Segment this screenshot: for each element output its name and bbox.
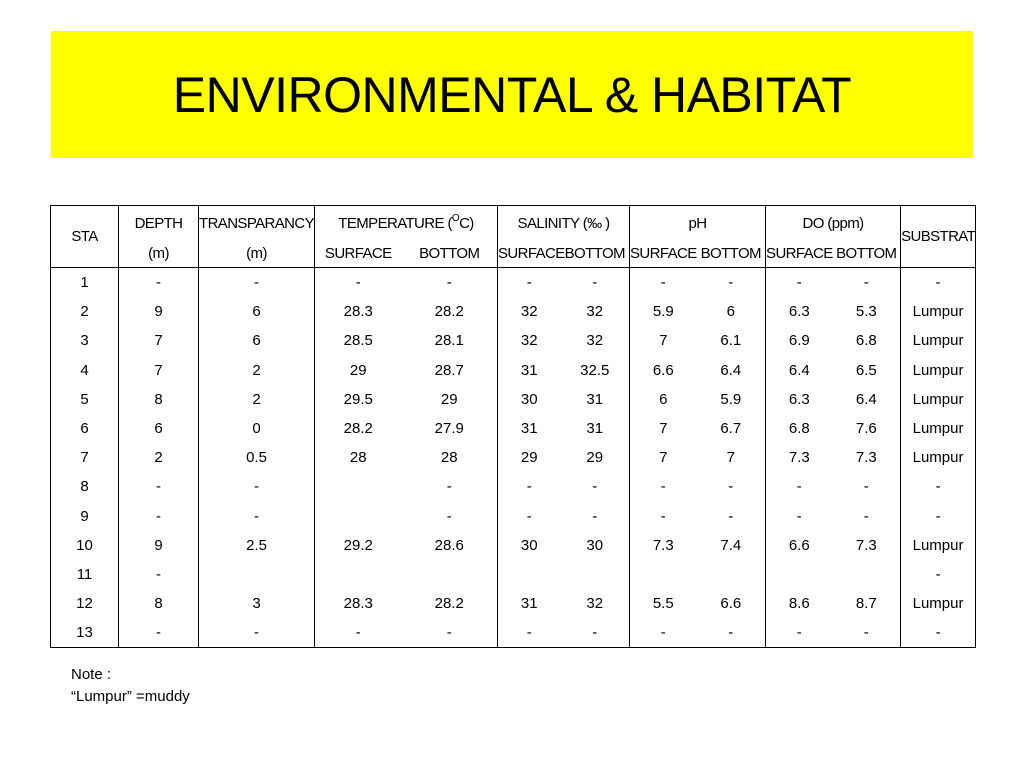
cell-sal-surface: 30	[520, 390, 538, 408]
cell-temp-surface: 28.3	[343, 303, 373, 321]
cell-do-surface: -	[796, 624, 802, 642]
cell-depth: 7	[119, 326, 199, 355]
cell-sal-surface: 31	[520, 420, 538, 438]
header-salinity: SALINITY (‰ )	[498, 206, 630, 241]
cell-ph-surface: -	[660, 478, 666, 496]
cell-substrat: -	[935, 565, 941, 583]
header-substrat: SUBSTRAT	[901, 228, 976, 245]
cell-depth: 8	[119, 385, 199, 414]
cell-depth: 9	[119, 297, 199, 326]
cell-temp-bottom: -	[402, 472, 498, 501]
cell-temp-surface: 29.5	[343, 390, 373, 408]
cell-do-bottom: 6.8	[833, 326, 901, 355]
cell-substrat: Lumpur	[912, 332, 964, 350]
cell-depth: 2	[119, 443, 199, 472]
header-temperature	[315, 206, 498, 241]
cell-sal-bottom: 32.5	[561, 356, 630, 385]
table-row	[51, 268, 976, 298]
cell-sta: 9	[51, 502, 119, 531]
cell-depth: -	[119, 472, 199, 501]
cell-sta: 7	[51, 443, 119, 472]
cell-ph-surface: -	[660, 274, 666, 292]
cell-sta: 3	[51, 326, 119, 355]
cell-ph-bottom: 6.7	[697, 414, 766, 443]
cell-temp-surface: 28.5	[343, 332, 373, 350]
environment-table	[50, 205, 976, 648]
cell-do-surface: -	[796, 274, 802, 292]
header-ph-surface: SURFACE	[630, 245, 697, 262]
cell-temp-surface: -	[355, 274, 361, 292]
cell-do-surface: 6.9	[788, 332, 810, 350]
cell-depth: 7	[119, 356, 199, 385]
table-row	[51, 589, 976, 618]
cell-temp-bottom	[402, 560, 498, 589]
cell-temp-bottom: 29	[402, 385, 498, 414]
cell-temp-surface: 29.2	[343, 536, 373, 554]
cell-sal-surface: 31	[520, 595, 538, 613]
cell-temp-bottom: 28	[402, 443, 498, 472]
cell-transparency: 3	[199, 589, 315, 618]
header-temperature-label: TEMPERATURE (	[338, 214, 452, 232]
cell-sal-bottom: 31	[561, 414, 630, 443]
cell-do-bottom: 6.4	[833, 385, 901, 414]
cell-ph-bottom: -	[697, 502, 766, 531]
slide-title: ENVIRONMENTAL & HABITAT	[172, 66, 852, 123]
table-row	[51, 385, 976, 414]
cell-transparency: 2.5	[199, 531, 315, 560]
cell-ph-bottom: 5.9	[697, 385, 766, 414]
cell-ph-surface: -	[660, 624, 666, 642]
cell-ph-surface: 5.5	[652, 595, 674, 613]
table-row	[51, 502, 976, 531]
cell-temp-surface: 28.3	[343, 595, 373, 613]
cell-sal-surface: 32	[520, 332, 538, 350]
cell-temp-surface: 28.2	[343, 420, 373, 438]
cell-transparency: 2	[199, 356, 315, 385]
header-temperature-unit: C)	[459, 214, 474, 232]
cell-sal-surface: -	[526, 478, 532, 496]
note-text: “Lumpur” =muddy	[71, 688, 190, 705]
cell-do-surface	[766, 560, 833, 589]
table-row	[51, 443, 976, 472]
cell-sal-surface: 30	[520, 536, 538, 554]
cell-ph-surface: 7	[659, 449, 668, 467]
cell-do-bottom: -	[833, 472, 901, 501]
cell-do-bottom: 7.6	[833, 414, 901, 443]
cell-do-surface: 6.6	[788, 536, 810, 554]
header-row-bottom	[51, 240, 976, 268]
cell-depth: -	[119, 618, 199, 648]
cell-substrat: Lumpur	[912, 536, 964, 554]
cell-ph-bottom: -	[697, 268, 766, 298]
cell-ph-bottom	[697, 560, 766, 589]
cell-temp-bottom: 28.2	[402, 297, 498, 326]
cell-substrat: -	[935, 478, 941, 496]
cell-ph-surface	[630, 560, 697, 589]
cell-ph-bottom: -	[697, 618, 766, 648]
cell-temp-bottom: -	[402, 618, 498, 648]
degree-symbol: O	[451, 212, 460, 224]
header-depth-unit: (m)	[119, 240, 199, 268]
cell-sta: 5	[51, 385, 119, 414]
header-temp-bottom: BOTTOM	[402, 240, 498, 268]
cell-sal-surface: -	[526, 624, 532, 642]
cell-do-surface: 7.3	[788, 449, 810, 467]
cell-ph-bottom: 6.6	[697, 589, 766, 618]
cell-ph-surface: 7	[659, 420, 668, 438]
cell-transparency: 6	[199, 297, 315, 326]
cell-do-surface: -	[796, 478, 802, 496]
cell-temp-surface: 28	[349, 449, 367, 467]
cell-temp-bottom: 28.2	[402, 589, 498, 618]
cell-sta: 2	[51, 297, 119, 326]
cell-substrat: Lumpur	[912, 595, 964, 613]
cell-substrat: -	[935, 507, 941, 525]
table-row	[51, 297, 976, 326]
cell-sal-surface: 32	[520, 303, 538, 321]
cell-sal-surface	[498, 560, 561, 589]
title-banner	[51, 31, 973, 158]
cell-substrat: Lumpur	[912, 390, 964, 408]
cell-temp-bottom: 28.6	[402, 531, 498, 560]
cell-sal-bottom: 31	[561, 385, 630, 414]
header-sta: STA	[51, 206, 119, 268]
cell-substrat: -	[935, 624, 941, 642]
cell-sal-bottom: -	[561, 268, 630, 298]
table-body	[51, 268, 976, 648]
cell-sal-bottom: 32	[561, 297, 630, 326]
cell-sta: 8	[51, 472, 119, 501]
cell-temp-bottom: 28.7	[402, 356, 498, 385]
header-transparency-unit: (m)	[199, 240, 315, 268]
cell-temp-bottom: -	[402, 268, 498, 298]
cell-ph-bottom: 6	[697, 297, 766, 326]
cell-substrat: Lumpur	[912, 361, 964, 379]
cell-transparency: 6	[199, 326, 315, 355]
cell-do-bottom: 8.7	[833, 589, 901, 618]
header-temp-surface: SURFACE	[324, 245, 392, 262]
cell-transparency: -	[199, 618, 315, 648]
cell-substrat: Lumpur	[912, 420, 964, 438]
cell-do-surface: -	[796, 507, 802, 525]
cell-sal-bottom: 32	[561, 589, 630, 618]
cell-sal-bottom: 32	[561, 326, 630, 355]
cell-do-surface: 8.6	[788, 595, 810, 613]
cell-temp-bottom: -	[402, 502, 498, 531]
cell-sal-surface: 31	[520, 361, 538, 379]
cell-temp-surface: -	[355, 624, 361, 642]
header-do: DO (ppm)	[766, 206, 901, 241]
cell-ph-bottom: 6.4	[697, 356, 766, 385]
cell-transparency: -	[199, 268, 315, 298]
header-ph: pH	[630, 206, 766, 241]
cell-temp-surface: 29	[349, 361, 367, 379]
header-row-top	[51, 206, 976, 241]
cell-substrat: Lumpur	[912, 449, 964, 467]
cell-do-bottom: -	[833, 268, 901, 298]
cell-do-surface: 6.8	[788, 420, 810, 438]
cell-temp-surface	[315, 502, 402, 531]
cell-ph-surface: 6.6	[652, 361, 674, 379]
cell-ph-surface: -	[660, 507, 666, 525]
cell-sal-bottom: 30	[561, 531, 630, 560]
cell-sal-bottom: -	[561, 618, 630, 648]
table-row	[51, 472, 976, 501]
cell-depth: -	[119, 502, 199, 531]
cell-depth: 9	[119, 531, 199, 560]
cell-sta: 6	[51, 414, 119, 443]
note-label: Note :	[71, 666, 112, 683]
cell-sta: 13	[51, 618, 119, 648]
cell-sal-bottom: 29	[561, 443, 630, 472]
cell-transparency: -	[199, 472, 315, 501]
cell-transparency: 0	[199, 414, 315, 443]
cell-depth: 6	[119, 414, 199, 443]
cell-sal-bottom: -	[561, 472, 630, 501]
cell-ph-bottom: 7	[697, 443, 766, 472]
cell-temp-surface	[315, 472, 402, 501]
cell-ph-bottom: 6.1	[697, 326, 766, 355]
cell-ph-surface: 6	[659, 390, 668, 408]
cell-transparency: 0.5	[199, 443, 315, 472]
cell-sal-bottom	[561, 560, 630, 589]
cell-ph-surface: 7.3	[652, 536, 674, 554]
cell-do-bottom: 7.3	[833, 443, 901, 472]
table-row	[51, 560, 976, 589]
cell-do-bottom: 6.5	[833, 356, 901, 385]
cell-depth: -	[119, 560, 199, 589]
cell-do-surface: 6.3	[788, 303, 810, 321]
cell-sal-surface: -	[526, 274, 532, 292]
cell-ph-surface: 7	[659, 332, 668, 350]
cell-sta: 1	[51, 268, 119, 298]
cell-temp-surface	[315, 560, 402, 589]
cell-sal-bottom: -	[561, 502, 630, 531]
cell-transparency: 2	[199, 385, 315, 414]
header-depth: DEPTH	[119, 206, 199, 241]
header-do-surface: SURFACE	[766, 245, 833, 262]
cell-transparency: -	[199, 502, 315, 531]
cell-sal-surface: -	[526, 507, 532, 525]
cell-do-surface: 6.4	[788, 361, 810, 379]
cell-depth: 8	[119, 589, 199, 618]
table-row	[51, 356, 976, 385]
cell-sta: 10	[51, 531, 119, 560]
header-transparency: TRANSPARANCY	[199, 206, 315, 241]
cell-sta: 11	[51, 560, 119, 589]
cell-temp-bottom: 27.9	[402, 414, 498, 443]
cell-depth: -	[119, 268, 199, 298]
cell-do-bottom: -	[833, 502, 901, 531]
cell-do-bottom: -	[833, 618, 901, 648]
cell-sta: 4	[51, 356, 119, 385]
header-sal-surface: SURFACE	[498, 245, 565, 262]
table-row	[51, 414, 976, 443]
cell-do-surface: 6.3	[788, 390, 810, 408]
cell-ph-bottom: -	[697, 472, 766, 501]
cell-sta: 12	[51, 589, 119, 618]
cell-transparency	[199, 560, 315, 589]
cell-ph-bottom: 7.4	[697, 531, 766, 560]
cell-sal-surface: 29	[520, 449, 538, 467]
cell-substrat: -	[935, 274, 941, 292]
table-row	[51, 326, 976, 355]
cell-ph-surface: 5.9	[652, 303, 674, 321]
cell-do-bottom	[833, 560, 901, 589]
header-sal-bottom: BOTTOM	[561, 240, 630, 268]
cell-substrat: Lumpur	[912, 303, 964, 321]
table-row	[51, 531, 976, 560]
cell-do-bottom: 7.3	[833, 531, 901, 560]
note	[71, 664, 190, 708]
cell-do-bottom: 5.3	[833, 297, 901, 326]
cell-temp-bottom: 28.1	[402, 326, 498, 355]
header-ph-bottom: BOTTOM	[697, 240, 766, 268]
table-row	[51, 618, 976, 648]
header-do-bottom: BOTTOM	[833, 240, 901, 268]
